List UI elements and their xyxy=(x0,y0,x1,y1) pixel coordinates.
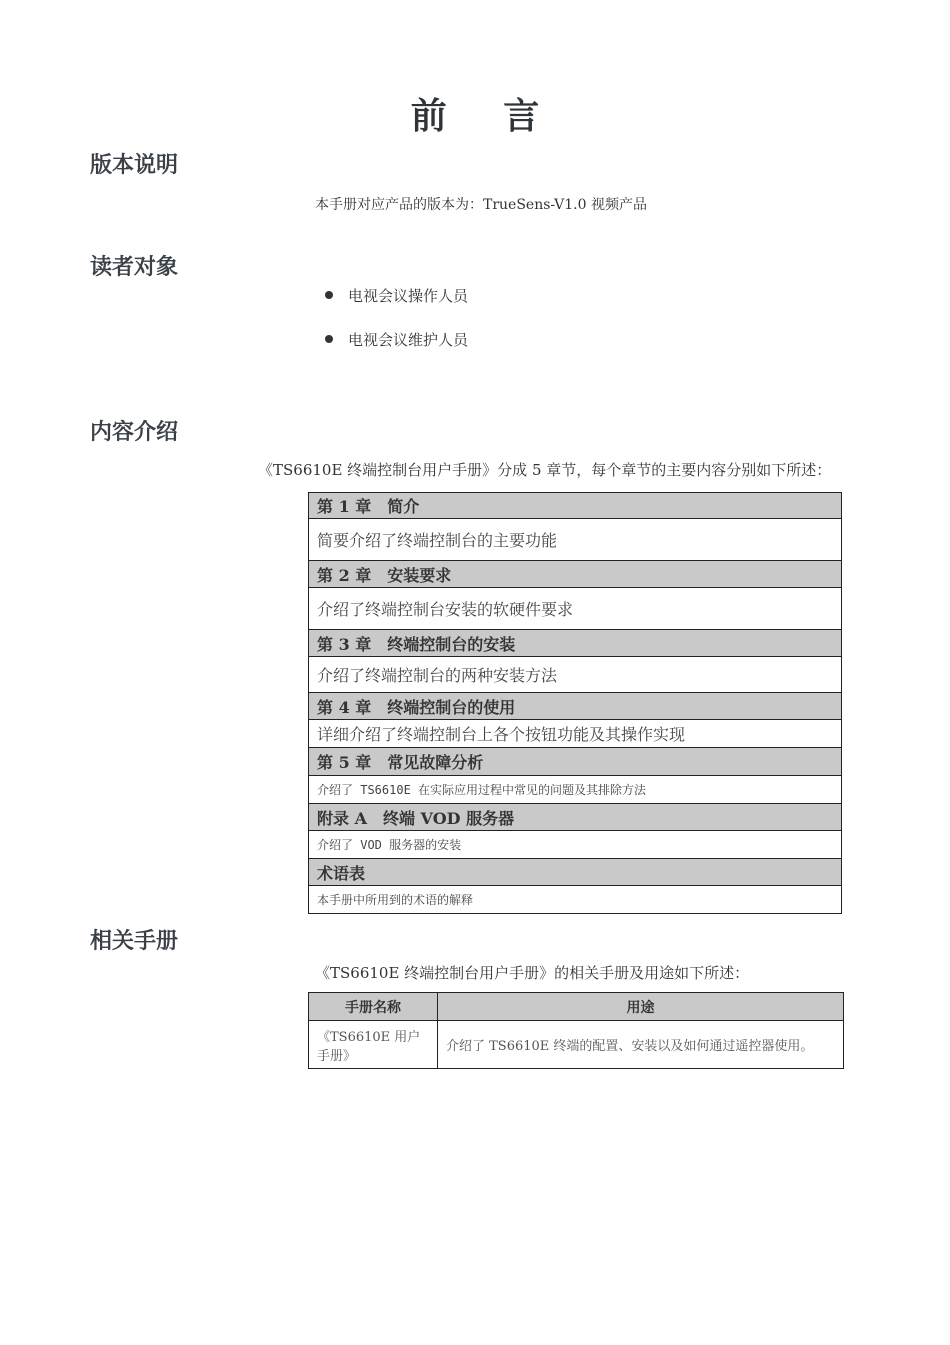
table-row xyxy=(309,859,842,886)
chapter-title: 附录 A 终端 VOD 服务器 xyxy=(309,804,842,831)
chapter-title: 第 4 章 终端控制台的使用 xyxy=(309,693,842,720)
manual-usage-cell: 介绍了 TS6610E 终端的配置、安装以及如何通过遥控器使用。 xyxy=(438,1021,844,1069)
table-row xyxy=(309,493,842,519)
bullet-icon xyxy=(325,335,333,343)
chapter-desc: 介绍了 TS6610E 在实际应用过程中常见的问题及其排除方法 xyxy=(309,776,842,804)
chapter-title: 第 3 章 终端控制台的安装 xyxy=(309,630,842,657)
manual-name-cell: 《TS6610E 用户手册》 xyxy=(309,1021,438,1069)
table-row xyxy=(309,657,842,693)
table-row xyxy=(309,886,842,914)
bullet-icon xyxy=(325,291,333,299)
table-row xyxy=(309,693,842,720)
column-header: 手册名称 xyxy=(309,993,438,1021)
chapter-table xyxy=(308,492,842,914)
list-item-label: 电视会议维护人员 xyxy=(348,331,469,349)
column-header: 用途 xyxy=(438,993,844,1021)
table-row xyxy=(309,519,842,561)
table-row xyxy=(309,630,842,657)
list-item-label: 电视会议操作人员 xyxy=(348,287,469,305)
chapter-desc: 介绍了终端控制台的两种安装方法 xyxy=(309,657,842,693)
chapter-title: 第 1 章 简介 xyxy=(309,493,842,519)
table-row xyxy=(309,720,842,748)
section-heading-readers: 读者对象 xyxy=(90,255,179,280)
page-title: 前 言 xyxy=(410,96,562,137)
section-heading-version: 版本说明 xyxy=(90,153,179,178)
chapter-desc: 本手册中所用到的术语的解释 xyxy=(309,886,842,914)
table-row xyxy=(309,776,842,804)
table-row xyxy=(309,1021,844,1069)
chapter-desc: 介绍了终端控制台安装的软硬件要求 xyxy=(309,588,842,630)
related-manuals-table xyxy=(308,992,844,1069)
chapter-desc: 简要介绍了终端控制台的主要功能 xyxy=(309,519,842,561)
related-intro: 《TS6610E 终端控制台用户手册》的相关手册及用途如下所述： xyxy=(315,964,750,982)
content-intro: 《TS6610E 终端控制台用户手册》分成 5 章节，每个章节的主要内容分别如下所述： xyxy=(258,461,832,479)
chapter-title: 第 2 章 安装要求 xyxy=(309,561,842,588)
table-row xyxy=(309,588,842,630)
list-item xyxy=(325,329,468,351)
readers-list xyxy=(325,285,468,373)
list-item xyxy=(325,285,468,307)
section-heading-related: 相关手册 xyxy=(90,929,179,954)
section-heading-content: 内容介绍 xyxy=(90,420,179,445)
table-row xyxy=(309,561,842,588)
table-row xyxy=(309,831,842,859)
version-text: 本手册对应产品的版本为：TrueSens-V1.0 视频产品 xyxy=(315,197,647,213)
chapter-desc: 介绍了 VOD 服务器的安装 xyxy=(309,831,842,859)
table-row xyxy=(309,748,842,776)
chapter-title: 术语表 xyxy=(309,859,842,886)
chapter-desc: 详细介绍了终端控制台上各个按钮功能及其操作实现 xyxy=(309,720,842,748)
table-row xyxy=(309,804,842,831)
table-header-row xyxy=(309,993,844,1021)
chapter-title: 第 5 章 常见故障分析 xyxy=(309,748,842,776)
